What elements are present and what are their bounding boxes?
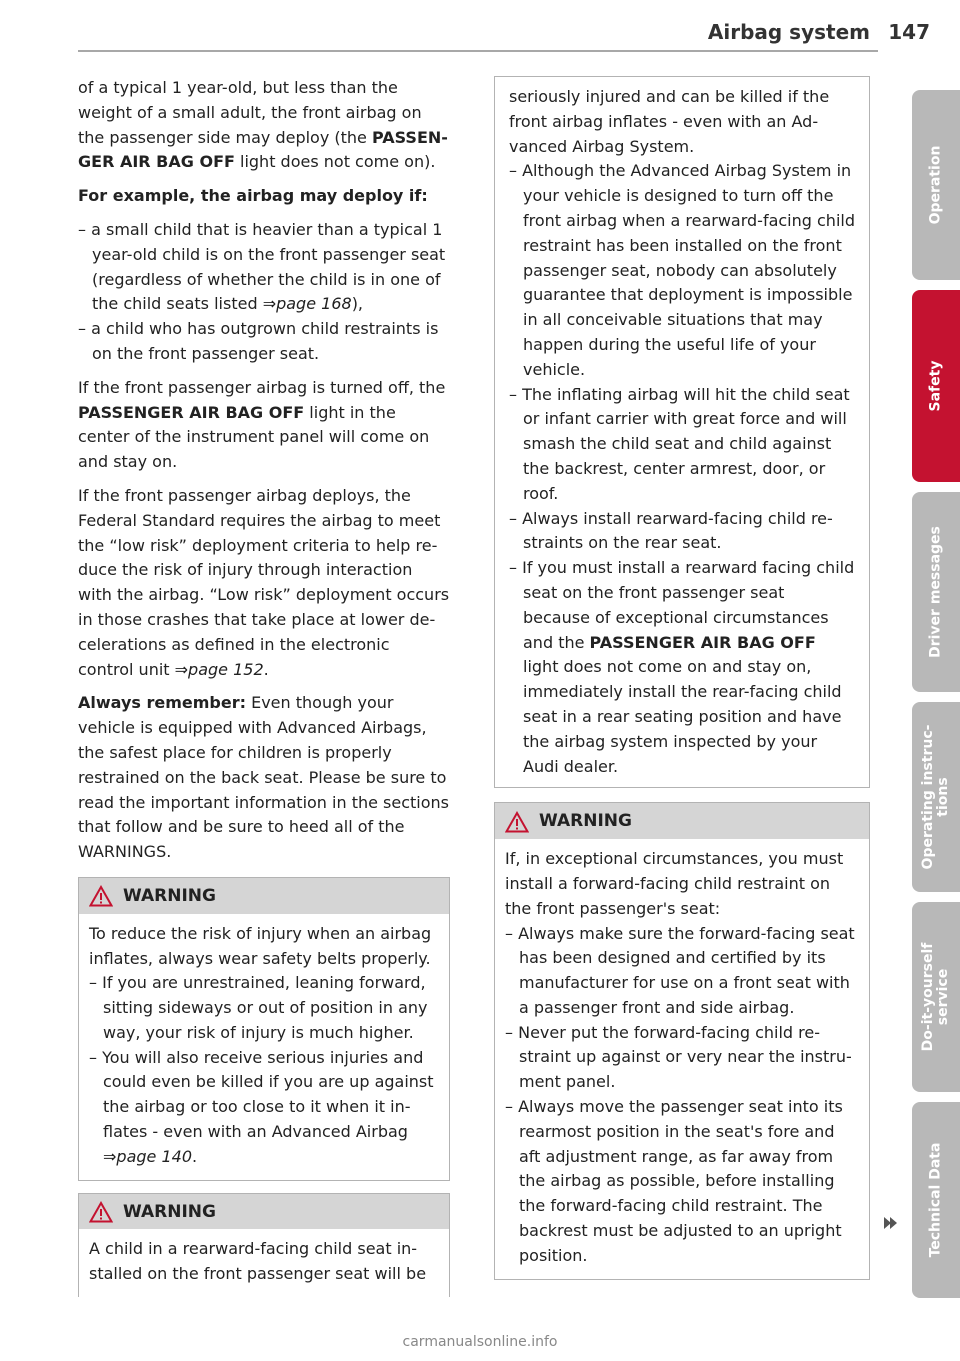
right-column bbox=[494, 76, 870, 1292]
paragraph: Always remember: Even though your vehicle is equipped with Advanced Airbags, the safest place for children is properly restrained on the back seat. Please be sure to read the important information in the sections that follow and be sure to heed all of the WARNINGS. bbox=[78, 693, 449, 862]
warning-box bbox=[78, 877, 450, 1181]
warning-box bbox=[494, 802, 870, 1279]
page-reference-link[interactable]: ⇒page 168 bbox=[262, 294, 352, 314]
sidebar-tab-driver-messages[interactable]: Driver messages bbox=[912, 492, 960, 692]
list-item: – If you are unrestrained, leaning forward, sitting sideways or out of position in any way, your risk of injury is much higher. bbox=[89, 971, 439, 1045]
paragraph: of a typical 1 year-old, but less than the weight of a small adult, the front airbag on the passenger side may deploy (the PASSENGER AIR BAG OFF light does not come on). bbox=[78, 78, 448, 172]
warning-continuation bbox=[494, 76, 870, 788]
warning-icon bbox=[89, 885, 113, 907]
warning-icon bbox=[505, 811, 529, 833]
list-item: – Always make sure the forward-facing seat has been designed and certified by its manufacturer for use on a front seat with a passenger front and side airbag. bbox=[505, 922, 859, 1021]
list-item: – Never put the forward-facing child restraint up against or very near the instrument panel. bbox=[505, 1021, 859, 1095]
warning-header: WARNING bbox=[79, 1194, 449, 1230]
sidebar-tab-operating-instructions[interactable]: Operating instruc- tions bbox=[912, 702, 960, 892]
left-column bbox=[78, 76, 450, 1309]
sidebar-tab-safety[interactable]: Safety bbox=[912, 290, 960, 482]
list-item: – a child who has outgrown child restraints is on the front passenger seat. bbox=[78, 317, 450, 367]
watermark: carmanualsonline.info bbox=[402, 1334, 558, 1350]
paragraph: seriously injured and can be killed if the front airbag inflates - even with an Advanced Airbag System. bbox=[509, 87, 830, 156]
list-item: – Always install rearward-facing child restraints on the rear seat. bbox=[509, 507, 855, 557]
warning-body: To reduce the risk of injury when an airbag inflates, always wear safety belts properly. – If you are unrestrained, leaning forward, sitting sideways or out of position in any way, your risk of injury is much higher. – You will also receive serious injuries and could even be killed if you are up against the airbag or too close to it when it inflates - even with an Advanced Airbag ⇒page 140. bbox=[79, 914, 449, 1180]
page-reference-link[interactable]: ⇒page 152 bbox=[174, 659, 264, 679]
paragraph: If the front passenger airbag is turned off, the PASSENGER AIR BAG OFF light in the center of the instrument panel will come on and stay on. bbox=[78, 377, 446, 472]
warning-body: If, in exceptional circumstances, you must install a forward-facing child restraint on the front passenger's seat: – Always make sure the forward-facing seat has been designed and certified by its manufacturer for use on a front seat with a passenger front and side airbag. – Never put the forward-facing child restraint up against or very near the instrument panel. – Always move the passenger seat into its rearmost position in the seat's fore and aft adjustment range, as far away from the airbag as possible, before installing the forward-facing child restraint. The backrest must be adjusted to an upright position. bbox=[495, 839, 869, 1279]
section-title: Airbag system bbox=[707, 20, 870, 44]
list-item: – You will also receive serious injuries and could even be killed if you are up against the airbag or too close to it when it inflates - even with an Advanced Airbag ⇒page 140. bbox=[89, 1046, 439, 1170]
warning-body: A child in a rearward-facing child seat installed on the front passenger seat will be bbox=[89, 1239, 427, 1284]
paragraph: If the front passenger airbag deploys, the Federal Standard requires the airbag to meet the “low risk” deployment criteria to help reduce the risk of injury through interaction with the airbag. “Low risk” deployment occurs in those crashes that take place at lower decelerations as defined in the electronic control unit ⇒page 152. bbox=[78, 485, 450, 679]
subheading: For example, the airbag may deploy if: bbox=[78, 186, 428, 206]
page-reference-link[interactable]: ⇒page 140 bbox=[103, 1146, 192, 1166]
list-item: – a small child that is heavier than a typical 1 year-old child is on the front passenger seat (regardless of whether the child is in one of the child seats listed ⇒page 168), bbox=[78, 218, 450, 317]
warning-icon bbox=[89, 1201, 113, 1223]
sidebar-tab-do-it-yourself-service[interactable]: Do-it-yourself service bbox=[912, 902, 960, 1092]
warning-header: WARNING bbox=[79, 878, 449, 914]
warning-box bbox=[78, 1193, 450, 1297]
list-item: – Although the Advanced Airbag System in your vehicle is designed to turn off the front airbag when a rearward-facing child restraint has been installed on the front passenger seat, nobody can absolutely guarantee that deployment is impossible in all conceivable situations that may happen during the useful life of your vehicle. bbox=[509, 159, 855, 382]
sidebar-tab-technical-data[interactable]: Technical Data bbox=[912, 1102, 960, 1298]
page-number: 147 bbox=[888, 20, 930, 44]
continue-arrow-icon bbox=[882, 1215, 898, 1231]
sidebar-tab-operation[interactable]: Operation bbox=[912, 90, 960, 280]
warning-header: WARNING bbox=[495, 803, 869, 839]
list-item: – The inflating airbag will hit the child seat or infant carrier with great force and will smash the child seat and child against the backrest, center armrest, door, or roof. bbox=[509, 383, 855, 507]
list-item: – If you must install a rearward facing child seat on the front passenger seat because of exceptional circumstances and the PASSENGER AIR BAG OFF light does not come on and stay on, immediately install the rear-facing child seat in a rear seating position and have the airbag system inspected by your Audi dealer. bbox=[509, 556, 855, 779]
header-rule bbox=[78, 50, 878, 52]
list-item: – Always move the passenger seat into its rearmost position in the seat's fore and aft adjustment range, as far away from the airbag as possible, before installing the forward-facing child restraint. The backrest must be adjusted to an upright position. bbox=[505, 1095, 859, 1269]
